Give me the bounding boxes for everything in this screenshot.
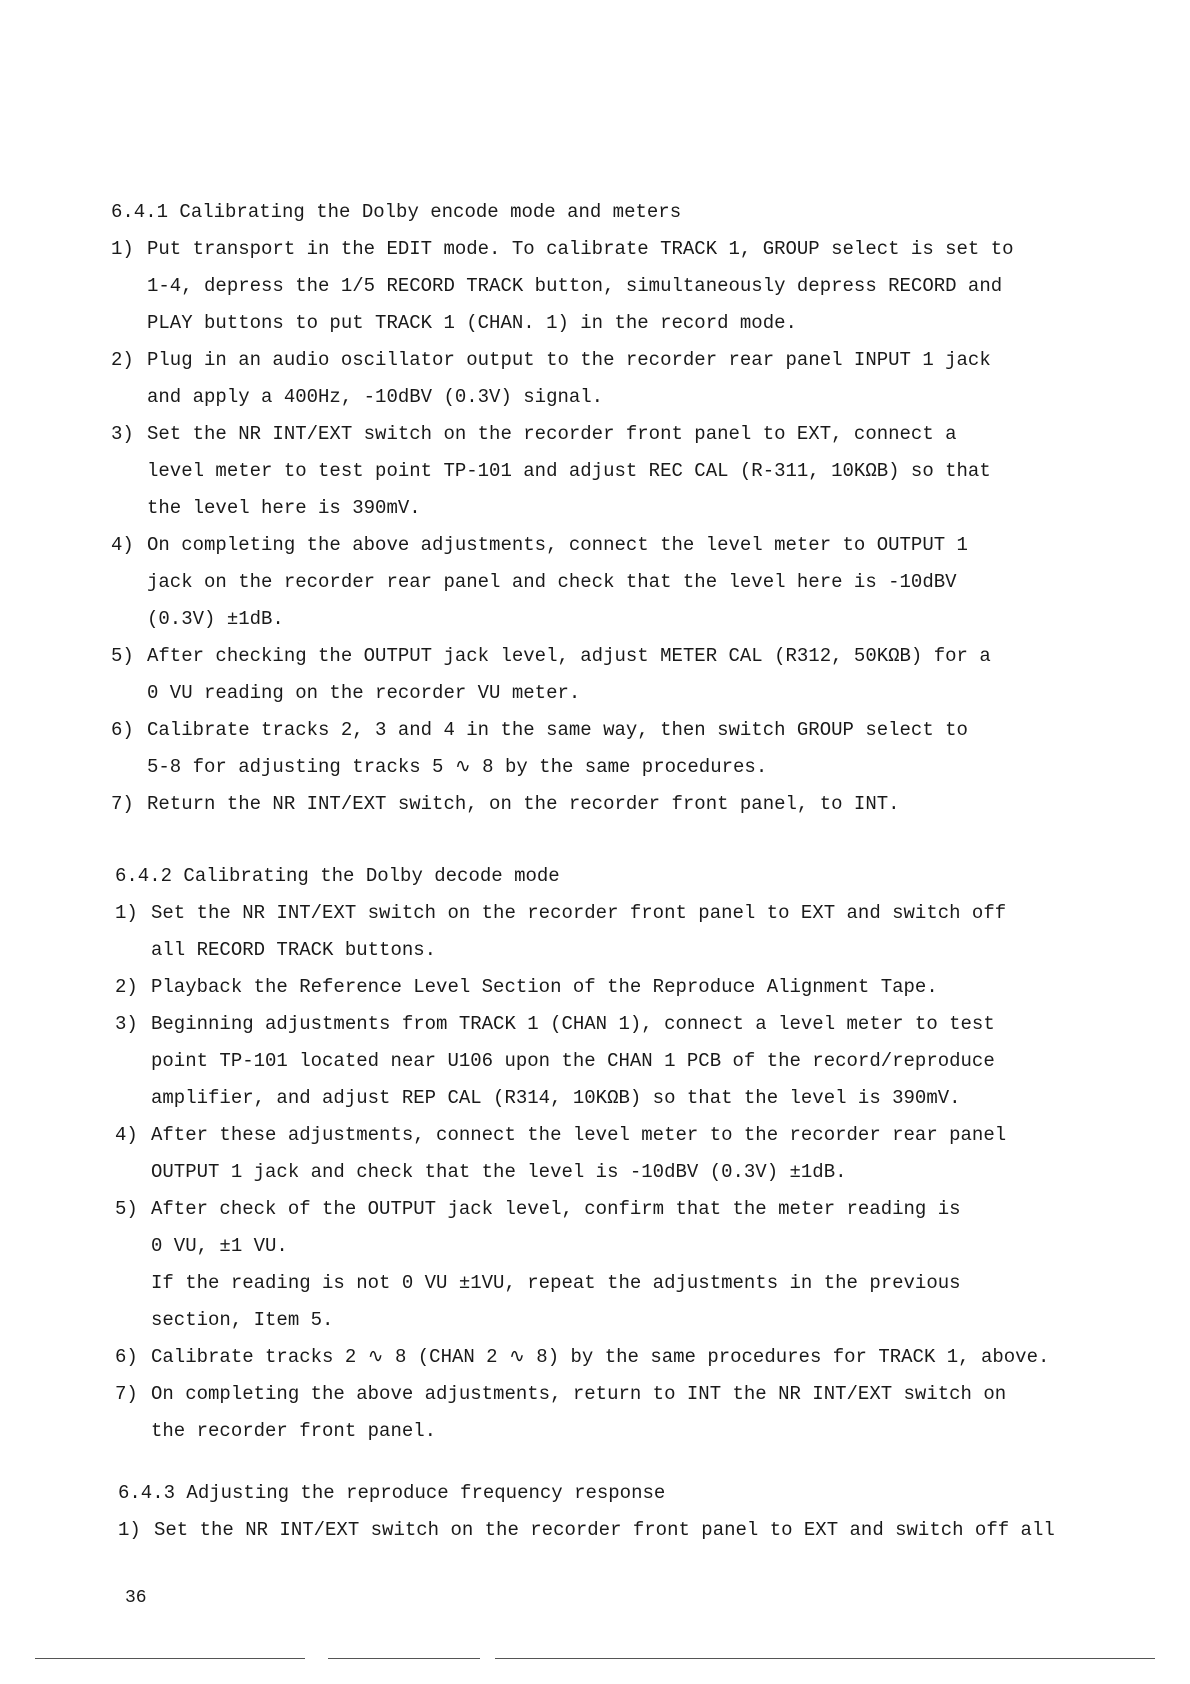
item-text: the level here is 390mV.	[147, 497, 421, 519]
item-text: level meter to test point TP-101 and adjust REC CAL (R-311, 10KΩB) so that	[147, 460, 991, 482]
item-line	[111, 453, 1014, 490]
section-heading: 6.4.3 Adjusting the reproduce frequency response	[118, 1482, 666, 1504]
item-text: On completing the above adjustments, connect the level meter to OUTPUT 1	[147, 534, 968, 556]
item-line	[115, 1006, 1049, 1043]
bottom-rule	[495, 1658, 1155, 1659]
item-text: On completing the above adjustments, return to INT the NR INT/EXT switch on	[151, 1383, 1007, 1405]
item-number: 1)	[115, 902, 138, 924]
item-text: Set the NR INT/EXT switch on the recorder front panel to EXT and switch off all	[154, 1519, 1055, 1541]
item-line	[111, 527, 1014, 564]
item-line	[115, 969, 1049, 1006]
item-line	[111, 749, 1014, 786]
list-item	[111, 231, 1014, 342]
item-number: 6)	[111, 719, 134, 741]
item-line	[111, 268, 1014, 305]
list-item	[111, 786, 1014, 823]
list-item	[118, 1512, 1055, 1549]
item-text: Return the NR INT/EXT switch, on the recorder front panel, to INT.	[147, 793, 900, 815]
item-number: 4)	[111, 534, 134, 556]
list-item	[111, 416, 1014, 527]
item-line	[115, 1302, 1049, 1339]
bottom-rule	[328, 1658, 480, 1659]
item-text: OUTPUT 1 jack and check that the level is -10dBV (0.3V) ±1dB.	[151, 1161, 847, 1183]
item-line	[115, 1080, 1049, 1117]
item-line	[115, 1043, 1049, 1080]
page-number: 36	[125, 1588, 147, 1608]
section-heading: 6.4.1 Calibrating the Dolby encode mode and meters	[111, 201, 682, 223]
item-line	[111, 416, 1014, 453]
section-heading: 6.4.2 Calibrating the Dolby decode mode	[115, 865, 560, 887]
item-text: section, Item 5.	[151, 1309, 334, 1331]
item-text: PLAY buttons to put TRACK 1 (CHAN. 1) in the record mode.	[147, 312, 797, 334]
item-line	[111, 490, 1014, 527]
list-item	[115, 1191, 1049, 1339]
item-number: 1)	[111, 238, 134, 260]
item-line	[111, 231, 1014, 268]
item-line	[115, 1191, 1049, 1228]
item-line	[111, 564, 1014, 601]
item-number: 2)	[115, 976, 138, 998]
item-text: (0.3V) ±1dB.	[147, 608, 284, 630]
item-number: 1)	[118, 1519, 141, 1541]
item-line	[111, 675, 1014, 712]
item-text: 0 VU reading on the recorder VU meter.	[147, 682, 581, 704]
item-line	[111, 601, 1014, 638]
list-item	[111, 527, 1014, 638]
item-text: Set the NR INT/EXT switch on the recorder front panel to EXT and switch off	[151, 902, 1007, 924]
section-frequency-response	[118, 1475, 1055, 1549]
item-line	[115, 895, 1049, 932]
item-number: 3)	[115, 1013, 138, 1035]
item-number: 6)	[115, 1346, 138, 1368]
item-text: 1-4, depress the 1/5 RECORD TRACK button, simultaneously depress RECORD and	[147, 275, 1003, 297]
item-line	[115, 1413, 1049, 1450]
item-number: 5)	[115, 1198, 138, 1220]
item-text: 0 VU, ±1 VU.	[151, 1235, 288, 1257]
item-text: 5-8 for adjusting tracks 5 ∿ 8 by the same procedures.	[147, 756, 768, 778]
item-text: all RECORD TRACK buttons.	[151, 939, 437, 961]
item-text: After check of the OUTPUT jack level, confirm that the meter reading is	[151, 1198, 961, 1220]
item-line	[115, 1117, 1049, 1154]
item-line	[111, 786, 1014, 823]
item-text: point TP-101 located near U106 upon the CHAN 1 PCB of the record/reproduce	[151, 1050, 995, 1072]
section-encode	[111, 194, 1014, 823]
item-line	[111, 712, 1014, 749]
item-line	[111, 305, 1014, 342]
item-number: 4)	[115, 1124, 138, 1146]
item-text: and apply a 400Hz, -10dBV (0.3V) signal.	[147, 386, 604, 408]
item-text: Put transport in the EDIT mode. To calibrate TRACK 1, GROUP select is set to	[147, 238, 1014, 260]
list-item	[115, 895, 1049, 969]
item-text: If the reading is not 0 VU ±1VU, repeat the adjustments in the previous	[151, 1272, 961, 1294]
item-text: Beginning adjustments from TRACK 1 (CHAN 1), connect a level meter to test	[151, 1013, 995, 1035]
item-text: Plug in an audio oscillator output to the recorder rear panel INPUT 1 jack	[147, 349, 991, 371]
item-line	[115, 932, 1049, 969]
item-line	[115, 1228, 1049, 1265]
list-item	[111, 342, 1014, 416]
list-item	[111, 712, 1014, 786]
list-item	[111, 638, 1014, 712]
list-item	[115, 1339, 1049, 1376]
item-number: 7)	[115, 1383, 138, 1405]
item-text: After checking the OUTPUT jack level, adjust METER CAL (R312, 50KΩB) for a	[147, 645, 991, 667]
item-line	[111, 342, 1014, 379]
bottom-rule	[35, 1658, 305, 1659]
item-number: 3)	[111, 423, 134, 445]
list-item	[115, 1117, 1049, 1191]
item-line	[115, 1339, 1049, 1376]
item-number: 5)	[111, 645, 134, 667]
item-line	[115, 1265, 1049, 1302]
item-text: the recorder front panel.	[151, 1420, 437, 1442]
item-line	[111, 379, 1014, 416]
list-item	[115, 1006, 1049, 1117]
item-text: jack on the recorder rear panel and check that the level here is -10dBV	[147, 571, 957, 593]
item-text: Set the NR INT/EXT switch on the recorder front panel to EXT, connect a	[147, 423, 957, 445]
item-line	[111, 638, 1014, 675]
item-text: amplifier, and adjust REP CAL (R314, 10KΩB) so that the level is 390mV.	[151, 1087, 961, 1109]
item-text: Calibrate tracks 2, 3 and 4 in the same way, then switch GROUP select to	[147, 719, 968, 741]
item-text: Playback the Reference Level Section of the Reproduce Alignment Tape.	[151, 976, 938, 998]
list-item	[115, 969, 1049, 1006]
item-line	[118, 1512, 1055, 1549]
item-line	[115, 1154, 1049, 1191]
section-decode	[115, 858, 1049, 1450]
item-line	[115, 1376, 1049, 1413]
list-item	[115, 1376, 1049, 1450]
item-number: 7)	[111, 793, 134, 815]
item-text: After these adjustments, connect the level meter to the recorder rear panel	[151, 1124, 1007, 1146]
item-text: Calibrate tracks 2 ∿ 8 (CHAN 2 ∿ 8) by the same procedures for TRACK 1, above.	[151, 1346, 1050, 1368]
item-number: 2)	[111, 349, 134, 371]
